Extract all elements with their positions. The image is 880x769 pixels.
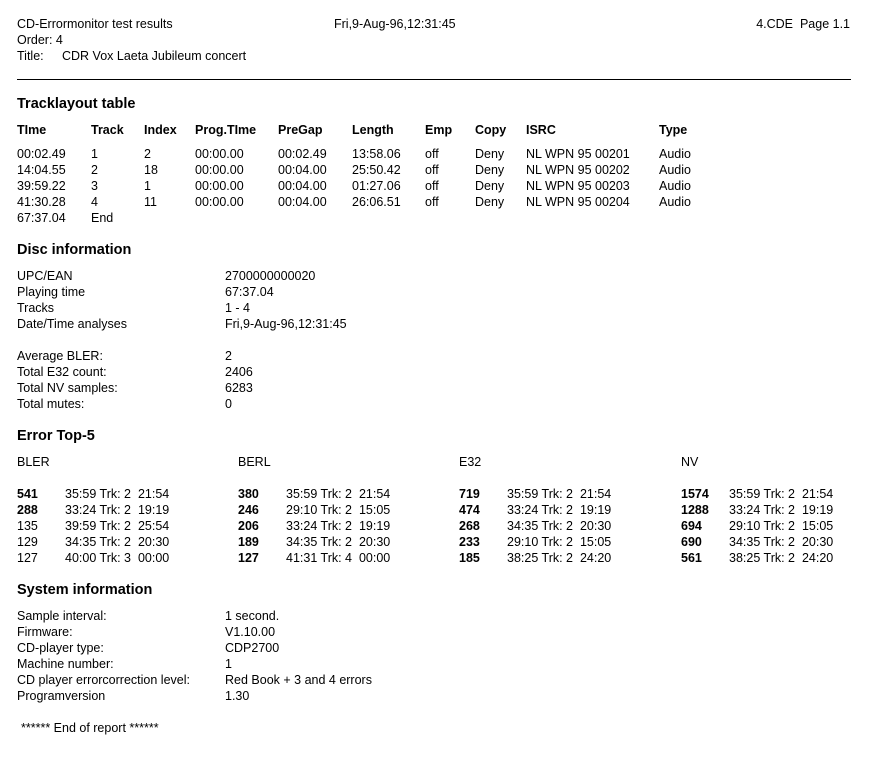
error-count: 233 (459, 535, 480, 549)
table-cell: 2 (91, 163, 98, 177)
disc-info-label: Total E32 count: (17, 365, 107, 379)
error-detail: 41:31 Trk: 4 00:00 (286, 551, 391, 565)
title-label: Title: (17, 49, 44, 63)
error-count: 561 (681, 551, 702, 565)
disc-info-label: Tracks (17, 301, 55, 315)
table-cell: Deny (475, 195, 505, 209)
system-info-label: Firmware: (17, 625, 73, 639)
column-header: Index (144, 123, 177, 137)
disc-info-value: 2406 (225, 365, 253, 379)
table-cell: NL WPN 95 00203 (526, 179, 630, 193)
disc-info-label: Average BLER: (17, 349, 103, 363)
error-count: 541 (17, 487, 38, 501)
error-detail: 34:35 Trk: 2 20:30 (286, 535, 391, 549)
error-count: 288 (17, 503, 38, 517)
table-cell: Audio (659, 195, 691, 209)
error-detail: 29:10 Trk: 2 15:05 (729, 519, 834, 533)
table-cell: 00:00.00 (195, 163, 244, 177)
error-count: 690 (681, 535, 702, 549)
order-number: Order: 4 (17, 33, 63, 47)
table-cell: 00:00.00 (195, 195, 244, 209)
table-cell: off (425, 147, 439, 161)
system-info-value: Red Book + 3 and 4 errors (225, 673, 372, 687)
table-cell: 1 (144, 179, 151, 193)
system-info-label: CD-player type: (17, 641, 104, 655)
table-cell: 3 (91, 179, 98, 193)
table-cell: 2 (144, 147, 151, 161)
error-count: 474 (459, 503, 480, 517)
table-cell: 41:30.28 (17, 195, 66, 209)
system-info-value: 1 second. (225, 609, 280, 623)
error-count: 189 (238, 535, 259, 549)
column-header: TIme (17, 123, 47, 137)
table-cell: 18 (144, 163, 158, 177)
system-info-heading: System information (17, 582, 153, 598)
table-cell: 00:00.00 (195, 179, 244, 193)
column-header: PreGap (278, 123, 323, 137)
tracklayout-heading: Tracklayout table (17, 96, 136, 112)
error-count: 185 (459, 551, 480, 565)
error-detail: 34:35 Trk: 2 20:30 (507, 519, 612, 533)
disc-info-value: 2700000000020 (225, 269, 316, 283)
table-cell: NL WPN 95 00202 (526, 163, 630, 177)
table-cell: Audio (659, 179, 691, 193)
error-detail: 33:24 Trk: 2 19:19 (507, 503, 612, 517)
disc-info-label: Total mutes: (17, 397, 85, 411)
end-of-report: ****** End of report ****** (21, 721, 159, 735)
column-header: ISRC (526, 123, 556, 137)
table-cell: 4 (91, 195, 98, 209)
disc-info-value: 0 (225, 397, 232, 411)
system-info-label: CD player errorcorrection level: (17, 673, 190, 687)
table-cell: 25:50.42 (352, 163, 401, 177)
error-detail: 33:24 Trk: 2 19:19 (286, 519, 391, 533)
error-detail: 38:25 Trk: 2 24:20 (729, 551, 834, 565)
disc-info-label: Date/Time analyses (17, 317, 127, 331)
table-cell: 14:04.55 (17, 163, 66, 177)
disc-info-value: 1 - 4 (225, 301, 251, 315)
column-header: Length (352, 123, 394, 137)
table-cell: NL WPN 95 00204 (526, 195, 630, 209)
file-page: 4.CDE Page 1.1 (756, 17, 850, 31)
system-info-value: V1.10.00 (225, 625, 276, 639)
column-header: Emp (425, 123, 453, 137)
system-info-label: Machine number: (17, 657, 114, 671)
error-count: 1574 (681, 487, 709, 501)
error-detail: 39:59 Trk: 2 25:54 (65, 519, 170, 533)
error-detail: 35:59 Trk: 2 21:54 (65, 487, 170, 501)
error-count: 380 (238, 487, 259, 501)
disc-info-label: Total NV samples: (17, 381, 118, 395)
table-cell: 00:04.00 (278, 163, 327, 177)
table-cell: NL WPN 95 00201 (526, 147, 630, 161)
report-datetime: Fri,9-Aug-96,12:31:45 (334, 17, 456, 31)
error-detail: 35:59 Trk: 2 21:54 (507, 487, 612, 501)
table-cell: 00:04.00 (278, 179, 327, 193)
disc-info-heading: Disc information (17, 242, 132, 258)
error-detail: 38:25 Trk: 2 24:20 (507, 551, 612, 565)
header-divider (17, 79, 851, 80)
table-cell: 00:02.49 (17, 147, 66, 161)
report-title: CD-Errormonitor test results (17, 17, 173, 31)
table-cell: Audio (659, 147, 691, 161)
error-detail: 40:00 Trk: 3 00:00 (65, 551, 170, 565)
system-info-value: 1 (225, 657, 232, 671)
disc-info-value: 6283 (225, 381, 253, 395)
error-detail: 29:10 Trk: 2 15:05 (286, 503, 391, 517)
table-cell: Deny (475, 147, 505, 161)
table-cell: 39:59.22 (17, 179, 66, 193)
table-cell: 11 (144, 195, 157, 209)
error-count: 268 (459, 519, 480, 533)
error-count: 246 (238, 503, 259, 517)
table-cell: off (425, 179, 439, 193)
error-detail: 34:35 Trk: 2 20:30 (729, 535, 834, 549)
disc-info-label: Playing time (17, 285, 86, 299)
table-cell: Audio (659, 163, 691, 177)
table-cell: 00:02.49 (278, 147, 327, 161)
error-group-label: E32 (459, 455, 482, 469)
table-cell: off (425, 195, 439, 209)
error-count: 719 (459, 487, 480, 501)
table-cell: Deny (475, 163, 505, 177)
disc-info-value: 2 (225, 349, 232, 363)
error-top-heading: Error Top-5 (17, 428, 95, 444)
column-header: Copy (475, 123, 507, 137)
table-cell: 67:37.04 (17, 211, 66, 225)
system-info-value: CDP2700 (225, 641, 280, 655)
column-header: Prog.TIme (195, 123, 257, 137)
table-cell: 01:27.06 (352, 179, 401, 193)
error-group-label: BLER (17, 455, 50, 469)
error-detail: 35:59 Trk: 2 21:54 (729, 487, 834, 501)
table-cell: 13:58.06 (352, 147, 401, 161)
error-detail: 29:10 Trk: 2 15:05 (507, 535, 612, 549)
table-cell: off (425, 163, 439, 177)
system-info-label: Sample interval: (17, 609, 107, 623)
error-count: 206 (238, 519, 259, 533)
table-cell: Deny (475, 179, 505, 193)
column-header: Type (659, 123, 688, 137)
column-header: Track (91, 123, 124, 137)
error-count: 127 (17, 551, 38, 565)
system-info-value: 1.30 (225, 689, 250, 703)
error-detail: 33:24 Trk: 2 19:19 (65, 503, 170, 517)
table-cell: End (91, 211, 114, 225)
disc-info-label: UPC/EAN (17, 269, 73, 283)
error-count: 135 (17, 519, 38, 533)
table-cell: 00:04.00 (278, 195, 327, 209)
error-count: 129 (17, 535, 38, 549)
table-cell: 26:06.51 (352, 195, 401, 209)
error-detail: 34:35 Trk: 2 20:30 (65, 535, 170, 549)
error-count: 694 (681, 519, 702, 533)
error-detail: 33:24 Trk: 2 19:19 (729, 503, 834, 517)
disc-info-value: 67:37.04 (225, 285, 274, 299)
error-group-label: NV (681, 455, 699, 469)
error-group-label: BERL (238, 455, 271, 469)
error-count: 127 (238, 551, 259, 565)
system-info-label: Programversion (17, 689, 106, 703)
error-count: 1288 (681, 503, 709, 517)
table-cell: 1 (91, 147, 98, 161)
table-cell: 00:00.00 (195, 147, 244, 161)
title-value: CDR Vox Laeta Jubileum concert (62, 49, 247, 63)
error-detail: 35:59 Trk: 2 21:54 (286, 487, 391, 501)
disc-info-value: Fri,9-Aug-96,12:31:45 (225, 317, 347, 331)
